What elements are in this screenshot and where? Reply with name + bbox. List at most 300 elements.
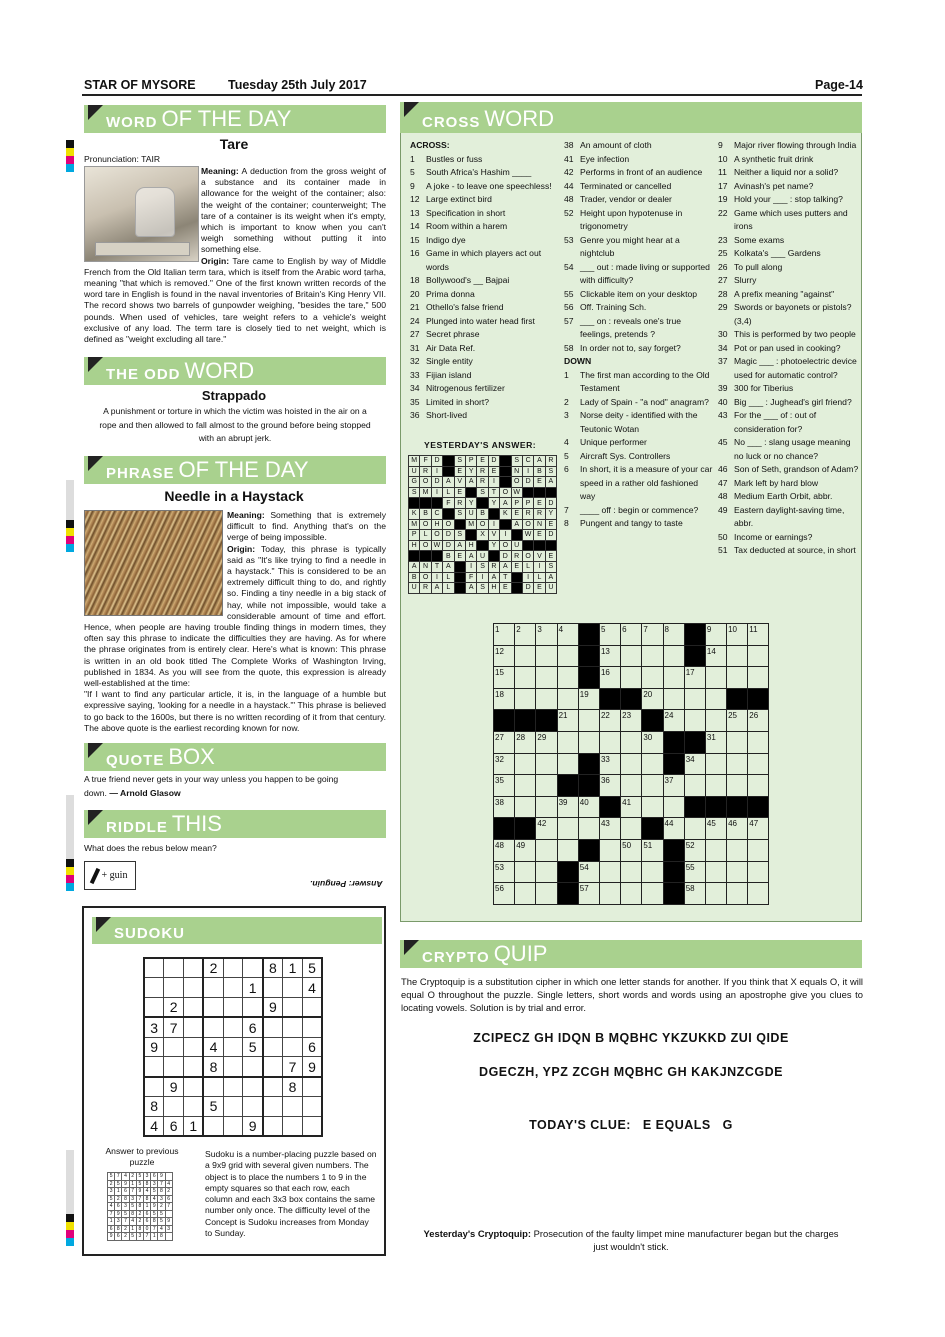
grid-cell: S (477, 487, 488, 498)
grid-cell (164, 978, 184, 998)
clue-item: 46 Son of Seth, grandson of Adam? (718, 464, 859, 474)
clue-item: 47 Mark left by hard blow (718, 477, 819, 488)
grid-cell (663, 731, 684, 753)
grid-cell (165, 1210, 172, 1218)
clue-item: 20 Prima donna (410, 288, 475, 299)
grid-cell (599, 861, 620, 883)
grid-cell (748, 667, 769, 689)
grid-cell: E (488, 466, 499, 477)
grid-cell: 5 (115, 1180, 122, 1188)
grid-cell (164, 958, 184, 978)
clue-item: 15 Indigo dye (410, 234, 466, 245)
grid-cell: I (477, 572, 488, 583)
grid-cell (302, 1017, 322, 1037)
grid-cell (684, 645, 705, 667)
grid-cell: 58 (684, 883, 705, 905)
grid-cell: M (465, 519, 476, 530)
grid-cell: 9 (705, 624, 726, 646)
grid-cell (748, 775, 769, 797)
grid-cell: R (534, 508, 545, 519)
grid-cell: W (522, 530, 533, 541)
grid-cell: S (477, 583, 488, 594)
clue-item: 27 Secret phrase (410, 329, 480, 339)
grid-cell: 11 (748, 624, 769, 646)
grid-cell (283, 1097, 303, 1117)
grid-cell: 56 (494, 883, 515, 905)
grid-cell: 2 (158, 1203, 165, 1211)
grid-cell: V (534, 551, 545, 562)
grid-cell (203, 1077, 223, 1097)
grid-cell (705, 861, 726, 883)
grid-cell (454, 572, 465, 583)
grid-cell (494, 710, 515, 732)
grid-cell: 4 (122, 1173, 129, 1181)
grid-cell: 1 (494, 624, 515, 646)
grid-cell: 17 (684, 667, 705, 689)
grid-cell (515, 667, 536, 689)
grid-cell: R (522, 508, 533, 519)
grid-cell: 4 (108, 1203, 115, 1211)
grid-cell: 1 (184, 1116, 204, 1136)
grid-cell (536, 775, 557, 797)
grid-cell: 2 (165, 1188, 172, 1196)
grid-cell: P (522, 498, 533, 509)
grid-cell: S (454, 508, 465, 519)
grid-cell: 5 (108, 1173, 115, 1181)
grid-cell: 15 (494, 667, 515, 689)
grid-cell: O (443, 519, 454, 530)
clue-item: 51 Tax deducted at source, in short (718, 545, 856, 555)
grid-cell: H (465, 540, 476, 551)
grid-cell (184, 1037, 204, 1057)
clue-item: 11 Neither a liquid nor a solid? (718, 167, 839, 177)
grid-cell (545, 540, 556, 551)
grid-cell: 4 (165, 1180, 172, 1188)
clue-item: 12 Large extinct bird (410, 194, 492, 204)
sudoku-previous-grid (107, 1172, 173, 1241)
grid-cell: 7 (642, 624, 663, 646)
grid-cell (578, 731, 599, 753)
clue-item: 39 300 for Tiberius (718, 383, 794, 393)
grid-cell (557, 753, 578, 775)
grid-cell: U (409, 583, 420, 594)
grid-cell: E (545, 519, 556, 530)
grid-cell (642, 667, 663, 689)
grid-cell: Y (488, 498, 499, 509)
clue-item: 55 Clickable item on your desktop (564, 288, 698, 299)
grid-cell (522, 540, 533, 551)
grid-cell (263, 1037, 283, 1057)
grid-cell: I (500, 530, 511, 541)
grid-cell (748, 645, 769, 667)
grid-cell: 2 (203, 958, 223, 978)
grid-cell: N (420, 561, 431, 572)
grid-cell (727, 731, 748, 753)
grid-cell (621, 861, 642, 883)
grid-cell: 5 (151, 1188, 158, 1196)
grid-cell: L (443, 583, 454, 594)
grid-cell (515, 775, 536, 797)
grid-cell (599, 731, 620, 753)
grid-cell (203, 1116, 223, 1136)
grid-cell: Y (545, 508, 556, 519)
grid-cell (263, 1097, 283, 1117)
grid-cell (515, 688, 536, 710)
grid-cell (223, 958, 243, 978)
grid-cell: 21 (557, 710, 578, 732)
grid-cell: A (443, 477, 454, 488)
grid-cell: M (409, 456, 420, 467)
grid-cell: 8 (283, 1077, 303, 1097)
grid-cell: 7 (151, 1225, 158, 1233)
grid-cell: 3 (136, 1233, 143, 1241)
grid-cell (243, 1097, 263, 1117)
grid-cell (705, 667, 726, 689)
grid-cell (500, 477, 511, 488)
grid-cell: D (443, 530, 454, 541)
grid-cell: 42 (536, 818, 557, 840)
grid-cell (515, 710, 536, 732)
grid-cell: M (420, 487, 431, 498)
grid-cell (302, 1097, 322, 1117)
grid-cell (536, 710, 557, 732)
grid-cell (536, 861, 557, 883)
grid-cell: 3 (536, 624, 557, 646)
clue-item: 53 Genre you might hear at a nightclub (564, 234, 680, 258)
clue-item: 22 Game which uses putters and irons (718, 207, 848, 231)
color-bar (66, 1150, 74, 1246)
grid-cell: 1 (129, 1225, 136, 1233)
grid-cell: U (409, 466, 420, 477)
grid-cell: 8 (158, 1188, 165, 1196)
grid-cell: M (409, 519, 420, 530)
grid-cell: O (420, 572, 431, 583)
grid-cell (263, 1116, 283, 1136)
grid-cell: 3 (108, 1188, 115, 1196)
clues-col2: 38 An amount of cloth 41 Eye infection 42 Performs in front of an audience 44 Terminated or cancelled 48 Trader, vendor or dealer 52 Height upon hypotenuse in trigonometry 53 Genre you might hear at a nightclub 54 ___ out : made living or supported with difficulty? 55 Clickable item on your desktop 56 Off. Training Sch. 57 ___ on : reveals one's true feelings, pretends ? 58 In order not to, say forget? DOWN 1 The first man according to the Old Testament 2 Lady of Spain - "a nod" anagram? 3 Norse deity - identified with the Teutonic Wotan 4 Unique performer 5 Aircraft Sys. Controllers 6 In short, it is a measure of your car speed in a rather old fashioned way 7 ____ off : begin or commence? 8 Pungent and tangy to taste (564, 139, 714, 531)
grid-cell: E (534, 583, 545, 594)
grid-cell: A (465, 477, 476, 488)
clue-item: 41 Eye infection (564, 153, 630, 164)
grid-cell: 5 (122, 1210, 129, 1218)
grid-cell: R (420, 466, 431, 477)
grid-cell (536, 667, 557, 689)
grid-cell (578, 753, 599, 775)
clue-item: 48 Medium Earth Orbit, abbr. (718, 491, 833, 501)
grid-cell: 2 (164, 998, 184, 1018)
grid-cell: A (500, 498, 511, 509)
grid-cell: 9 (243, 1116, 263, 1136)
grid-cell (727, 667, 748, 689)
grid-cell (283, 1116, 303, 1136)
grid-cell: E (454, 466, 465, 477)
grid-cell: D (431, 456, 442, 467)
grid-cell: 2 (136, 1210, 143, 1218)
grid-cell (184, 1077, 204, 1097)
grid-cell: 53 (494, 861, 515, 883)
grid-cell: E (534, 498, 545, 509)
grid-cell: B (420, 508, 431, 519)
grid-cell: D (431, 477, 442, 488)
grid-cell: 57 (578, 883, 599, 905)
grid-cell: 7 (115, 1173, 122, 1181)
grid-cell (515, 861, 536, 883)
grid-cell: 23 (621, 710, 642, 732)
grid-cell: 43 (599, 818, 620, 840)
grid-cell: 7 (165, 1203, 172, 1211)
grid-cell (705, 710, 726, 732)
quote-banner: QUOTE BOX (84, 743, 386, 771)
grid-cell: P (511, 498, 522, 509)
word-body: Meaning: A deduction from the gross weight of a substance and its container made in allowance for the weight of the container; also: the weight of the container; counterweight; The tare of a container is its weight when it's empty, which is important to know when you can't weigh something without putting it into something else. Origin: Tare came to English by way of Middle French from the Old Italian term tara, which is itself from the Arabic word ṭarha, meaning "that which is removed." One of the first known written records of the word tare in English is found in the naval inventories of Britain's King Henry VII. The record shows two barrels of gunpowder weighing, "besides the tare," 500 pounds. When used of vehicles, tare weight refers to a vehicle's weight exclusive of any load. The term tare is closely tied to net weight, which is defined as "weight excluding all tare." (84, 166, 386, 345)
grid-cell (536, 753, 557, 775)
down-clues-col3 (718, 139, 860, 558)
grid-cell (223, 1116, 243, 1136)
grid-cell (165, 1233, 172, 1241)
grid-cell: R (511, 551, 522, 562)
grid-cell (557, 883, 578, 905)
grid-cell (545, 487, 556, 498)
cryptoquip-line-1: ZCIPECZ GH IDQN B MQBHC YKZUKKD ZUI QIDE (473, 1031, 789, 1045)
grid-cell (748, 861, 769, 883)
grid-cell (488, 508, 499, 519)
grid-cell (727, 753, 748, 775)
grid-cell (599, 839, 620, 861)
clue-item: 33 Fijian island (410, 369, 472, 380)
yesterday-label: YESTERDAY'S ANSWER: (424, 440, 537, 450)
grid-cell: A (511, 519, 522, 530)
grid-cell: B (409, 572, 420, 583)
grid-cell (223, 978, 243, 998)
grid-cell (599, 796, 620, 818)
grid-cell: 2 (122, 1225, 129, 1233)
grid-cell (488, 551, 499, 562)
grid-cell: 31 (705, 731, 726, 753)
sudoku-description: Sudoku is a number-placing puzzle based on a 9x9 grid with several given numbers. The object is to place the numbers 1 to 9 in the empty squares so that each row, each column and each 3x3 box contains the same number only once. The difficulty level of the Concept is Sudoku increases from Monday to Sunday. (205, 1149, 377, 1239)
grid-cell: 9 (136, 1188, 143, 1196)
grid-cell: 1 (143, 1203, 150, 1211)
grid-cell (557, 667, 578, 689)
paper-name: STAR OF MYSORE (84, 78, 196, 92)
grid-cell: A (545, 477, 556, 488)
grid-cell: 4 (143, 1188, 150, 1196)
grid-cell (515, 883, 536, 905)
grid-cell: K (500, 508, 511, 519)
grid-cell: I (488, 477, 499, 488)
grid-cell: 9 (263, 998, 283, 1018)
grid-cell: 3 (129, 1195, 136, 1203)
odd-word-banner: THE ODD WORD (84, 357, 386, 385)
grid-cell (203, 978, 223, 998)
grid-cell: 8 (129, 1210, 136, 1218)
word-of-day-banner: WORD OF THE DAY (84, 105, 386, 133)
grid-cell: H (488, 583, 499, 594)
grid-cell: S (454, 530, 465, 541)
grid-cell (409, 498, 420, 509)
grid-cell (184, 1017, 204, 1037)
grid-cell: O (431, 530, 442, 541)
grid-cell: 4 (158, 1225, 165, 1233)
grid-cell (184, 978, 204, 998)
grid-cell: 27 (494, 731, 515, 753)
sudoku-answer-label: Answer to previous puzzle (105, 1146, 179, 1167)
grid-cell: D (545, 530, 556, 541)
grid-cell: W (431, 540, 442, 551)
clue-item: 48 Trader, vendor or dealer (564, 194, 672, 204)
grid-cell (515, 645, 536, 667)
grid-cell (534, 540, 545, 551)
grid-cell: 3 (151, 1180, 158, 1188)
grid-cell: Y (488, 540, 499, 551)
grid-cell: 6 (243, 1017, 263, 1037)
grid-cell: 9 (144, 1037, 164, 1057)
grid-cell: N (534, 519, 545, 530)
grid-cell: L (522, 561, 533, 572)
grid-cell (443, 508, 454, 519)
grid-cell (557, 861, 578, 883)
grid-cell: 5 (129, 1233, 136, 1241)
grid-cell: L (420, 530, 431, 541)
grid-cell: 4 (144, 1116, 164, 1136)
grid-cell (557, 775, 578, 797)
clue-item: 38 An amount of cloth (564, 140, 652, 150)
grid-cell: I (431, 487, 442, 498)
pronunciation: Pronunciation: TAIR (84, 154, 161, 164)
grid-cell: A (409, 561, 420, 572)
clue-item: 19 Hold your ___ : stop talking? (718, 194, 843, 204)
grid-cell: E (511, 508, 522, 519)
grid-cell: 28 (515, 731, 536, 753)
grid-cell (223, 1097, 243, 1117)
grid-cell: D (522, 583, 533, 594)
grid-cell (599, 688, 620, 710)
grid-cell (165, 1173, 172, 1181)
grid-cell (642, 645, 663, 667)
riddle-question: What does the rebus below mean? (84, 843, 217, 853)
grid-cell: A (454, 540, 465, 551)
grid-cell (511, 530, 522, 541)
phrase-body: Meaning: Something that is extremely difficult to find. Anything that's on the verge of being impossible. Origin: Today, this phrase is typically said as "It's like trying to find a needle in a haystack." This is considered to be an extremely difficult thing to do, and rightly so. Finding a tiny needle in a big stack of hay, while not impossible, would take a considerable amount of time and effort. Hence, when people are having trouble finding things in modern times, they often say this phrase to indicate the difficulties they are having. As for where the phrase originates from is entirely clear. Here's what is known: This phrase is written in an old book titled The Complete Works of Washington Irving, published in 1834. As you will see from the quote, this expression is already well-established at the time: "If I want to find any particular article, it is, in the language of a humble but expressive saying, 'looking for a needle in a haystack.'" This phrase is believed to go back to the 1600s, but there is no written recording of it from that century. The above quote is the earliest recording known for now. (84, 510, 386, 733)
grid-cell: 3 (144, 1017, 164, 1037)
grid-cell: 6 (115, 1233, 122, 1241)
grid-cell: R (420, 583, 431, 594)
clue-item: 24 Plunged into water head first (410, 315, 535, 326)
clue-item: 3 Norse deity - identified with the Teutonic Wotan (564, 410, 698, 434)
grid-cell (663, 753, 684, 775)
grid-cell: A (488, 572, 499, 583)
grid-cell: O (420, 540, 431, 551)
clue-item: 23 Some exams (718, 234, 785, 245)
grid-cell (663, 861, 684, 883)
grid-cell: S (545, 561, 556, 572)
grid-cell (578, 624, 599, 646)
grid-cell (302, 1116, 322, 1136)
grid-cell (454, 583, 465, 594)
grid-cell: 10 (727, 624, 748, 646)
grid-cell: V (454, 477, 465, 488)
grid-cell (621, 688, 642, 710)
grid-cell: 8 (263, 958, 283, 978)
grid-cell (144, 978, 164, 998)
grid-cell (642, 775, 663, 797)
grid-cell (536, 839, 557, 861)
grid-cell: R (477, 477, 488, 488)
grid-cell (684, 796, 705, 818)
clue-item: 34 Nitrogenous fertilizer (410, 383, 505, 393)
clue-item: 5 Aircraft Sys. Controllers (564, 450, 671, 461)
color-bar (66, 480, 74, 552)
grid-cell: 50 (621, 839, 642, 861)
grid-cell: I (522, 572, 533, 583)
clue-item: 57 ___ on : reveals one's true feelings, pretends ? (564, 315, 682, 339)
grid-cell (621, 731, 642, 753)
grid-cell: R (488, 561, 499, 572)
clue-item: 7 ____ off : begin or commence? (564, 504, 699, 515)
grid-cell: 8 (115, 1225, 122, 1233)
clue-item: 1 Bustles or fuss (410, 153, 483, 164)
grid-cell: 32 (494, 753, 515, 775)
grid-cell (223, 1057, 243, 1077)
grid-cell: 33 (599, 753, 620, 775)
clue-item: 56 Off. Training Sch. (564, 302, 647, 312)
grid-cell (748, 839, 769, 861)
grid-cell: 9 (122, 1180, 129, 1188)
grid-cell (578, 818, 599, 840)
grid-cell: R (477, 466, 488, 477)
grid-cell (164, 1037, 184, 1057)
grid-cell: V (488, 530, 499, 541)
grid-cell (684, 710, 705, 732)
grid-cell (144, 998, 164, 1018)
grid-cell: 12 (494, 645, 515, 667)
grid-cell: 24 (663, 710, 684, 732)
grid-cell: E (534, 530, 545, 541)
grid-cell: 26 (748, 710, 769, 732)
grid-cell (663, 883, 684, 905)
odd-word-meaning: A punishment or torture in which the victim was hoisted in the air on a rope and then allowed to fall almost to the ground before being stopped with an abrupt jerk. (99, 406, 371, 443)
grid-cell (705, 796, 726, 818)
grid-cell: S (545, 466, 556, 477)
grid-cell (263, 1017, 283, 1037)
grid-cell: C (522, 456, 533, 467)
grid-cell (494, 818, 515, 840)
grid-cell: 7 (283, 1057, 303, 1077)
grid-cell: 29 (536, 731, 557, 753)
grid-cell (511, 572, 522, 583)
crossword-banner: CROSS WORD (400, 102, 862, 133)
grid-cell (223, 1037, 243, 1057)
grid-cell (621, 753, 642, 775)
grid-cell (557, 688, 578, 710)
riddle-answer: Answer: Penguin. (310, 879, 383, 889)
clue-item: 27 Slurry (718, 275, 757, 285)
clue-item: 31 Air Data Ref. (410, 342, 476, 353)
grid-cell: B (477, 508, 488, 519)
grid-cell: 8 (143, 1195, 150, 1203)
grid-cell: E (534, 477, 545, 488)
grid-cell: 8 (136, 1203, 143, 1211)
grid-cell (184, 998, 204, 1018)
phrase-title: Needle in a Haystack (164, 488, 304, 504)
clue-item: 6 In short, it is a measure of your car speed in a rather old fashioned way (564, 464, 713, 501)
grid-cell (454, 519, 465, 530)
grid-cell: 1 (115, 1188, 122, 1196)
clue-item: 10 A synthetic fruit drink (718, 153, 814, 164)
clue-item: 25 Kolkata's ___ Gardens (718, 248, 821, 258)
grid-cell: 7 (158, 1180, 165, 1188)
word-title: Tare (219, 136, 249, 152)
header-rule (82, 94, 862, 96)
